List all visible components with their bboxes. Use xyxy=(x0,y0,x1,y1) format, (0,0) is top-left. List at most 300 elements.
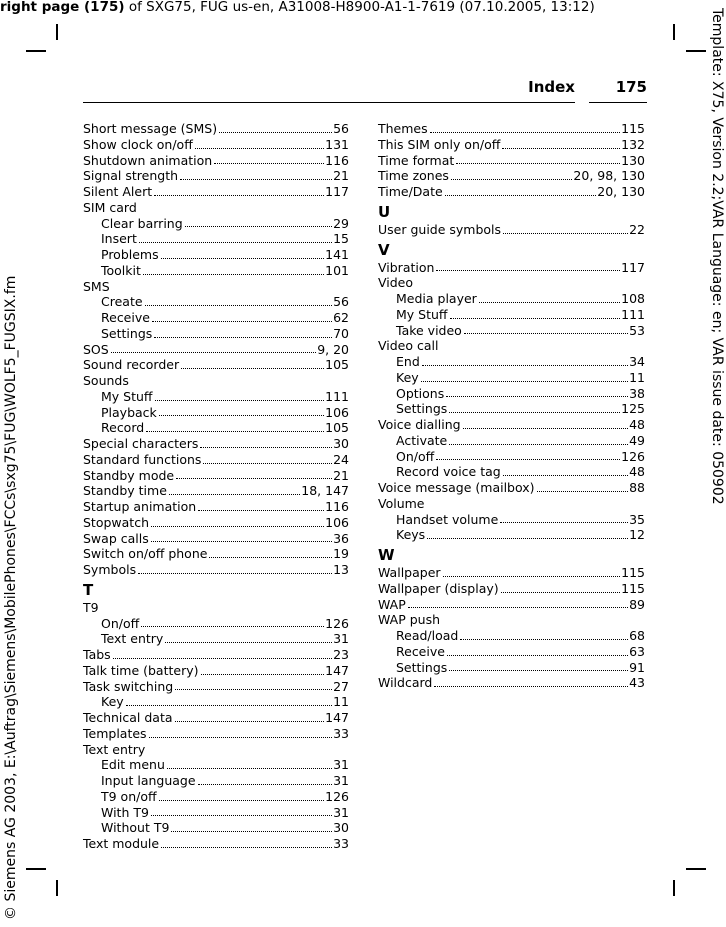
index-term: Playback xyxy=(101,404,157,420)
crop-mark xyxy=(26,50,46,52)
index-term: Sounds xyxy=(83,373,129,388)
index-term: Edit menu xyxy=(101,757,165,773)
dot-leader xyxy=(209,546,332,558)
dot-leader xyxy=(200,436,332,448)
index-term: Text module xyxy=(83,836,160,851)
dot-leader xyxy=(479,291,620,303)
index-term: Special characters xyxy=(83,436,199,451)
index-page-ref: 13 xyxy=(333,562,349,577)
index-subentry xyxy=(378,464,645,480)
index-page-ref: 49 xyxy=(629,432,645,448)
dot-leader xyxy=(175,710,325,722)
index-term: Take video xyxy=(396,322,462,338)
dot-leader xyxy=(443,565,621,577)
index-term: SMS xyxy=(83,278,110,294)
dot-leader xyxy=(537,480,629,492)
index-term: WAP xyxy=(378,596,406,612)
index-entry xyxy=(378,121,645,137)
index-term: Problems xyxy=(101,247,159,262)
crop-mark xyxy=(686,50,706,52)
index-entry xyxy=(83,184,349,200)
index-term: Media player xyxy=(396,291,477,306)
index-term: Technical data xyxy=(83,710,173,725)
index-subentry xyxy=(83,820,349,836)
index-page-ref: 115 xyxy=(621,565,645,580)
dot-leader xyxy=(181,357,324,369)
index-page-ref: 88 xyxy=(629,480,645,495)
index-group-heading xyxy=(83,600,349,616)
index-page-ref: 19 xyxy=(333,546,349,562)
index-subentry xyxy=(378,644,645,660)
index-subentry xyxy=(83,420,349,436)
header-rule xyxy=(83,102,575,103)
index-page-ref: 31 xyxy=(333,631,349,647)
index-page-ref: 48 xyxy=(629,417,645,432)
index-page-ref: 62 xyxy=(333,310,349,325)
index-subentry xyxy=(378,307,645,323)
index-entry xyxy=(83,726,349,742)
index-term: Settings xyxy=(396,659,448,675)
index-term: SOS xyxy=(83,341,109,357)
index-subentry xyxy=(378,628,645,644)
dot-leader xyxy=(198,499,324,511)
index-page-ref: 147 xyxy=(325,662,349,678)
index-group-heading xyxy=(83,200,349,216)
index-page-ref: 33 xyxy=(333,725,349,741)
dot-leader xyxy=(434,675,628,687)
dot-leader xyxy=(195,137,324,149)
index-term: Clear barring xyxy=(101,215,183,231)
index-term: Keys xyxy=(396,527,426,543)
index-term: Tabs xyxy=(83,647,111,662)
dot-leader xyxy=(449,660,628,672)
page-title: Index xyxy=(528,78,575,96)
index-entry xyxy=(83,679,349,695)
index-page-ref: 70 xyxy=(333,325,349,341)
index-term: Video call xyxy=(378,338,439,354)
index-term: My Stuff xyxy=(396,306,448,322)
index-subentry xyxy=(378,449,645,465)
index-term: Handset volume xyxy=(396,511,499,527)
crop-mark xyxy=(56,880,58,896)
dot-leader xyxy=(449,401,620,413)
index-page-ref: 125 xyxy=(621,401,645,417)
index-term: Activate xyxy=(396,432,448,448)
index-subentry xyxy=(83,326,349,342)
index-entry xyxy=(83,468,349,484)
header-rule xyxy=(589,102,647,103)
dot-leader xyxy=(151,531,332,543)
index-term: Settings xyxy=(396,401,448,417)
dot-leader xyxy=(159,789,325,801)
dot-leader xyxy=(165,631,332,643)
dot-leader xyxy=(176,468,332,480)
dot-leader xyxy=(500,512,628,524)
index-subentry xyxy=(378,512,645,528)
index-entry xyxy=(83,137,349,153)
index-entry xyxy=(83,546,349,562)
index-page-ref: 131 xyxy=(325,136,349,152)
index-entry xyxy=(83,452,349,468)
index-entry xyxy=(83,436,349,452)
index-letter-heading: V xyxy=(378,240,390,259)
dot-leader xyxy=(502,137,620,149)
index-page-ref: 34 xyxy=(629,354,645,369)
index-entry xyxy=(83,562,349,578)
dot-leader xyxy=(422,354,628,366)
index-subentry xyxy=(83,294,349,310)
index-page-ref: 106 xyxy=(325,404,349,420)
dot-leader xyxy=(203,452,332,464)
index-entry xyxy=(83,168,349,184)
index-term: Standard functions xyxy=(83,451,202,467)
index-page-ref: 126 xyxy=(621,448,645,464)
index-page-ref: 105 xyxy=(325,420,349,436)
index-group-heading xyxy=(378,275,645,291)
copyright-path: © Siemens AG 2003, E:\Auftrag\Siemens\MobilePhones\FCCs\sxg75\FUG\WOLF5_FUGSIX.fm xyxy=(3,275,19,920)
index-page-ref: 24 xyxy=(333,451,349,467)
index-page-ref: 21 xyxy=(333,168,349,184)
dot-leader xyxy=(154,326,332,338)
index-term: Record voice tag xyxy=(396,464,501,480)
index-column-right xyxy=(378,121,645,691)
index-page-ref: 22 xyxy=(629,221,645,237)
dot-leader xyxy=(149,726,333,738)
index-page-ref: 116 xyxy=(325,499,349,514)
dot-leader xyxy=(464,323,628,335)
dot-leader xyxy=(180,168,332,180)
index-term: Switch on/off phone xyxy=(83,546,208,562)
index-entry xyxy=(83,499,349,515)
index-term: Vibration xyxy=(378,259,435,275)
index-page-ref: 126 xyxy=(325,615,349,631)
index-entry xyxy=(378,260,645,276)
index-term: T9 xyxy=(83,599,99,615)
dot-leader xyxy=(155,389,325,401)
index-page-ref: 21 xyxy=(333,467,349,483)
dot-leader xyxy=(503,464,628,476)
index-term: Standby time xyxy=(83,483,167,499)
index-group-heading xyxy=(83,373,349,389)
index-subentry xyxy=(83,310,349,326)
index-term: End xyxy=(396,354,420,369)
index-term: Themes xyxy=(378,121,428,136)
dot-leader xyxy=(436,449,620,461)
index-page-ref: 147 xyxy=(325,710,349,725)
index-page-ref: 117 xyxy=(325,184,349,199)
index-page-ref: 31 xyxy=(333,757,349,773)
index-term: Toolkit xyxy=(101,262,141,278)
dot-leader xyxy=(214,153,324,165)
index-term: SIM card xyxy=(83,199,137,215)
index-term: Startup animation xyxy=(83,499,197,514)
index-page-ref: 126 xyxy=(325,788,349,804)
crop-mark xyxy=(686,868,706,870)
index-page-ref: 20, 98, 130 xyxy=(573,168,645,184)
dot-leader xyxy=(138,562,332,574)
index-page-ref: 132 xyxy=(621,136,645,152)
index-term: Volume xyxy=(378,495,425,511)
index-term: On/off xyxy=(101,615,140,631)
index-subentry xyxy=(378,323,645,339)
index-term: Swap calls xyxy=(83,530,149,546)
page-reference: right page (175) xyxy=(0,0,125,15)
index-page-ref: 31 xyxy=(333,804,349,820)
index-page-ref: 106 xyxy=(325,514,349,530)
dot-leader xyxy=(151,515,324,527)
index-subentry xyxy=(378,354,645,370)
index-term: Stopwatch xyxy=(83,514,149,530)
index-entry xyxy=(378,480,645,496)
dot-leader xyxy=(113,647,332,659)
index-term: Symbols xyxy=(83,562,137,577)
index-subentry xyxy=(378,291,645,307)
index-entry xyxy=(83,663,349,679)
index-page-ref: 15 xyxy=(333,231,349,247)
index-entry xyxy=(83,153,349,169)
index-term: Sound recorder xyxy=(83,357,180,373)
dot-leader xyxy=(450,307,621,319)
dot-leader xyxy=(154,184,324,196)
index-letter-heading: T xyxy=(83,580,94,599)
index-page-ref: 23 xyxy=(333,647,349,662)
index-page-ref: 56 xyxy=(333,121,349,136)
template-info: Template: X75, Version 2.2;VAR Language: en; VAR issue date: 050902 xyxy=(709,8,725,505)
dot-leader xyxy=(451,168,573,180)
index-term: Text entry xyxy=(101,631,164,647)
index-term: Settings xyxy=(101,325,153,341)
dot-leader xyxy=(161,247,325,259)
index-subentry xyxy=(83,805,349,821)
side-text-left xyxy=(2,70,20,920)
dot-leader xyxy=(152,310,332,322)
index-subentry xyxy=(83,216,349,232)
dot-leader xyxy=(446,386,628,398)
dot-leader xyxy=(111,342,316,354)
index-term: Time format xyxy=(378,152,455,168)
index-term: My Stuff xyxy=(101,388,153,404)
dot-leader xyxy=(427,527,628,539)
index-entry xyxy=(83,710,349,726)
index-subentry xyxy=(83,231,349,247)
index-subentry xyxy=(83,389,349,405)
index-group-heading xyxy=(378,612,645,628)
index-subentry xyxy=(83,631,349,647)
index-page-ref: 68 xyxy=(629,628,645,643)
index-entry xyxy=(378,168,645,184)
index-page-ref: 30 xyxy=(333,820,349,836)
index-term: Options xyxy=(396,385,445,401)
index-group-heading xyxy=(378,338,645,354)
index-term: Receive xyxy=(396,643,445,659)
dot-leader xyxy=(201,663,325,675)
index-subentry xyxy=(378,386,645,402)
index-term: Standby mode xyxy=(83,467,175,483)
index-entry xyxy=(83,531,349,547)
index-term: Wildcard xyxy=(378,675,433,691)
index-term: Without T9 xyxy=(101,820,170,836)
index-term: Signal strength xyxy=(83,168,179,184)
index-term: Talk time (battery) xyxy=(83,662,199,678)
index-page-ref: 11 xyxy=(333,694,349,710)
dot-leader xyxy=(126,694,332,706)
index-term: Record xyxy=(101,420,145,436)
crop-mark xyxy=(673,24,675,40)
index-term: Wallpaper (display) xyxy=(378,580,499,596)
index-page-ref: 111 xyxy=(621,306,645,322)
index-term: WAP push xyxy=(378,612,441,628)
dot-leader xyxy=(436,260,620,272)
index-page-ref: 63 xyxy=(629,643,645,659)
dot-leader xyxy=(139,231,332,243)
index-entry xyxy=(378,597,645,613)
dot-leader xyxy=(503,222,628,234)
index-term: Silent Alert xyxy=(83,184,153,199)
index-letter-heading: U xyxy=(378,202,391,221)
index-page-ref: 116 xyxy=(325,152,349,168)
index-term: T9 on/off xyxy=(101,788,157,804)
index-subentry xyxy=(83,247,349,263)
index-subentry xyxy=(83,263,349,279)
index-term: Key xyxy=(396,369,419,385)
index-term: With T9 xyxy=(101,804,149,820)
index-entry xyxy=(378,675,645,691)
index-page-ref: 33 xyxy=(333,836,349,851)
index-subentry xyxy=(83,757,349,773)
page-number: 175 xyxy=(615,78,647,96)
index-subentry xyxy=(378,370,645,386)
dot-leader xyxy=(463,417,629,429)
dot-leader xyxy=(449,433,628,445)
dot-leader xyxy=(159,405,324,417)
dot-leader xyxy=(141,616,324,628)
index-subentry xyxy=(83,773,349,789)
dot-leader xyxy=(408,597,628,609)
dot-leader xyxy=(167,757,332,769)
dot-leader xyxy=(447,644,628,656)
index-term: Wallpaper xyxy=(378,565,441,580)
index-entry xyxy=(378,581,645,597)
index-term: Show clock on/off xyxy=(83,136,193,152)
dot-leader xyxy=(460,628,628,640)
index-entry xyxy=(83,357,349,373)
index-subentry xyxy=(378,660,645,676)
index-term: Receive xyxy=(101,310,150,325)
dot-leader xyxy=(501,581,621,593)
index-term: Text entry xyxy=(83,741,146,757)
dot-leader xyxy=(175,679,332,691)
index-entry xyxy=(83,836,349,852)
index-page-ref: 18, 147 xyxy=(301,483,349,499)
index-term: Task switching xyxy=(83,678,174,694)
index-term: Short message (SMS) xyxy=(83,121,218,136)
dot-leader xyxy=(445,184,597,196)
index-subentry xyxy=(378,527,645,543)
index-entry xyxy=(83,483,349,499)
index-subentry xyxy=(83,616,349,632)
index-page-ref: 11 xyxy=(629,369,645,385)
page-header xyxy=(83,78,647,102)
index-page-ref: 35 xyxy=(629,511,645,527)
print-header-line xyxy=(0,0,595,15)
index-page-ref: 12 xyxy=(629,527,645,543)
index-term: Time/Date xyxy=(378,184,443,199)
dot-leader xyxy=(456,153,620,165)
index-page-ref: 115 xyxy=(621,121,645,136)
crop-mark xyxy=(26,868,46,870)
index-entry xyxy=(83,647,349,663)
index-page-ref: 53 xyxy=(629,322,645,338)
index-entry xyxy=(83,121,349,137)
index-page-ref: 56 xyxy=(333,294,349,310)
dot-leader xyxy=(219,121,332,133)
document-info: of SXG75, FUG us-en, A31008-H8900-A1-1-7619 (07.10.2005, 13:12) xyxy=(124,0,595,15)
index-page-ref: 29 xyxy=(333,215,349,231)
index-entry xyxy=(378,565,645,581)
index-entry xyxy=(378,184,645,200)
dot-leader xyxy=(146,420,324,432)
dot-leader xyxy=(421,370,628,382)
dot-leader xyxy=(185,216,332,228)
index-subentry xyxy=(83,405,349,421)
index-page-ref: 111 xyxy=(325,388,349,404)
index-subentry xyxy=(378,401,645,417)
index-term: Read/load xyxy=(396,628,459,643)
index-page-ref: 9, 20 xyxy=(317,341,349,357)
index-group-heading xyxy=(378,496,645,512)
index-page-ref: 115 xyxy=(621,580,645,596)
dot-leader xyxy=(198,773,333,785)
index-page-ref: 38 xyxy=(629,385,645,401)
index-page-ref: 130 xyxy=(621,152,645,168)
index-term: This SIM only on/off xyxy=(378,136,501,152)
index-term: Video xyxy=(378,275,414,291)
index-term: Voice message (mailbox) xyxy=(378,480,535,495)
index-entry xyxy=(378,222,645,238)
index-term: User guide symbols xyxy=(378,221,502,237)
index-page-ref: 89 xyxy=(629,596,645,612)
index-page-ref: 20, 130 xyxy=(597,184,645,199)
index-page-ref: 91 xyxy=(629,659,645,675)
dot-leader xyxy=(161,836,332,848)
crop-mark xyxy=(56,24,58,40)
index-subentry xyxy=(83,789,349,805)
index-letter-heading: W xyxy=(378,546,395,564)
dot-leader xyxy=(143,263,324,275)
index-term: Time zones xyxy=(378,168,449,184)
index-page-ref: 101 xyxy=(325,262,349,278)
index-entry xyxy=(83,515,349,531)
index-subentry xyxy=(378,433,645,449)
index-entry xyxy=(378,153,645,169)
index-group-heading xyxy=(83,742,349,758)
index-page-ref: 30 xyxy=(333,436,349,451)
dot-leader xyxy=(171,820,332,832)
index-term: Key xyxy=(101,694,124,710)
index-page-ref: 36 xyxy=(333,530,349,546)
index-term: Insert xyxy=(101,231,137,247)
index-page-ref: 27 xyxy=(333,678,349,694)
index-page-ref: 31 xyxy=(333,773,349,788)
index-entry xyxy=(378,417,645,433)
index-term: Input language xyxy=(101,773,196,788)
dot-leader xyxy=(151,805,332,817)
index-group-heading xyxy=(83,279,349,295)
index-page-ref: 105 xyxy=(325,357,349,373)
index-column-left xyxy=(83,121,349,852)
crop-mark xyxy=(673,880,675,896)
side-text-right xyxy=(708,8,726,728)
